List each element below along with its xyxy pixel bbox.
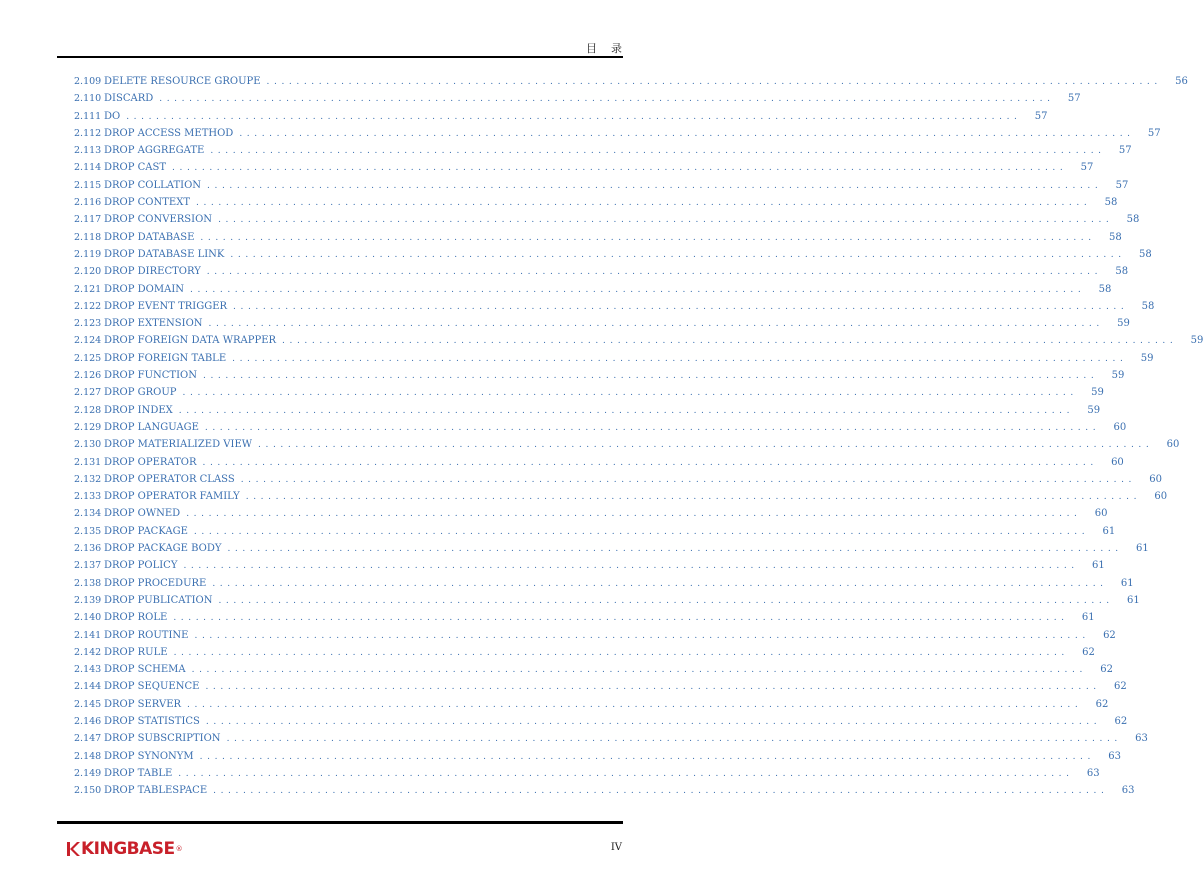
toc-entry-number[interactable]: 2.125 xyxy=(74,352,102,364)
toc-entry-page[interactable]: 57 xyxy=(1034,110,1048,122)
toc-entry-title[interactable]: DROP GROUP xyxy=(104,387,177,399)
toc-entry[interactable] xyxy=(74,387,1104,404)
toc-dot-leader: ........................................................................................................................ xyxy=(210,146,1106,157)
toc-entry-title[interactable]: DROP CONVERSION xyxy=(104,214,213,226)
toc-entry-title[interactable]: DELETE RESOURCE GROUPE xyxy=(104,76,261,87)
toc-entry-number[interactable]: 2.127 xyxy=(74,387,102,399)
toc-entry[interactable] xyxy=(74,508,1108,525)
toc-entry-page[interactable]: 61 xyxy=(1136,543,1149,555)
toc-entry-number[interactable]: 2.122 xyxy=(74,300,102,312)
page-number: IV xyxy=(610,842,622,853)
toc-entry-title[interactable]: DROP MATERIALIZED VIEW xyxy=(104,439,253,451)
toc-entry-page[interactable]: 60 xyxy=(1154,491,1168,503)
toc-dot-leader: ........................................................................................................................ xyxy=(239,128,1135,139)
toc-entry-number[interactable]: 2.140 xyxy=(74,612,102,624)
toc-dot-leader: ........................................................................................................................ xyxy=(196,198,1092,209)
toc-entry-title[interactable]: DROP TABLE xyxy=(104,767,173,779)
toc-entry[interactable] xyxy=(74,93,1081,110)
toc-entry[interactable] xyxy=(74,335,1203,352)
toc-entry-number[interactable]: 2.126 xyxy=(74,370,102,382)
toc-entry-page[interactable]: 59 xyxy=(1087,404,1101,416)
toc-entry-title[interactable]: DROP AGGREGATE xyxy=(104,145,205,157)
toc-entry-number[interactable]: 2.115 xyxy=(74,179,102,191)
toc-entry-page[interactable]: 58 xyxy=(1115,266,1129,278)
toc-entry-title[interactable]: DROP OPERATOR CLASS xyxy=(104,473,235,485)
toc-entry-number[interactable]: 2.138 xyxy=(74,577,102,589)
toc-dot-leader: ........................................................................................................................ xyxy=(190,284,1086,295)
toc-dot-leader: ........................................................................................................................ xyxy=(172,163,1068,174)
toc-entry-title[interactable]: DROP SCHEMA xyxy=(104,664,186,676)
toc-entry[interactable] xyxy=(74,560,1105,577)
toc-entry-page[interactable]: 63 xyxy=(1086,767,1100,779)
toc-entry[interactable] xyxy=(74,370,1125,387)
toc-entry[interactable] xyxy=(74,110,1048,128)
toc-entry-page[interactable]: 62 xyxy=(1103,629,1116,641)
toc-entry-title[interactable]: DROP SYNONYM xyxy=(104,750,194,762)
toc-dot-leader: ........................................................................................................................ xyxy=(182,388,1078,399)
registered-mark: ® xyxy=(175,845,183,853)
toc-entry-page[interactable]: 60 xyxy=(1149,473,1163,485)
toc-entry[interactable] xyxy=(74,629,1116,647)
toc-entry-title[interactable]: DROP EVENT TRIGGER xyxy=(104,300,228,312)
toc-entry-number[interactable]: 2.135 xyxy=(74,525,102,537)
toc-entry-title[interactable]: DROP PACKAGE xyxy=(104,525,188,537)
toc-entry-title[interactable]: DROP ROLE xyxy=(104,612,168,624)
toc-dot-leader: ........................................................................................................................ xyxy=(206,267,1103,278)
toc-entry-number[interactable]: 2.109 xyxy=(74,76,102,87)
toc-dot-leader: ........................................................................................................................ xyxy=(183,561,1079,572)
toc-dot-leader: ........................................................................................................................ xyxy=(282,336,1178,347)
toc-entry-page[interactable]: 57 xyxy=(1115,179,1129,191)
toc-dot-leader: ........................................................................................................................ xyxy=(258,440,1154,451)
toc-entry-number[interactable]: 2.142 xyxy=(74,646,102,658)
toc-entry[interactable] xyxy=(74,681,1127,698)
toc-dot-leader: ........................................................................................................................ xyxy=(126,111,1022,122)
toc-entry-page[interactable]: 59 xyxy=(1140,352,1154,364)
toc-entry-title[interactable]: DROP POLICY xyxy=(104,560,178,572)
toc-entry-number[interactable]: 2.116 xyxy=(74,197,102,209)
toc-entry[interactable] xyxy=(74,525,1116,543)
toc-dot-leader: ........................................................................................................................ xyxy=(178,768,1074,779)
toc-entry[interactable] xyxy=(74,214,1140,231)
toc-entry-number[interactable]: 2.111 xyxy=(74,110,102,122)
toc-entry-page[interactable]: 58 xyxy=(1104,197,1118,209)
toc-entry-number[interactable]: 2.149 xyxy=(74,767,102,779)
toc-entry-number[interactable]: 2.130 xyxy=(74,439,102,451)
toc-entry-page[interactable]: 57 xyxy=(1118,145,1132,157)
toc-entry-page[interactable]: 61 xyxy=(1120,577,1134,589)
toc-entry-number[interactable]: 2.144 xyxy=(74,681,102,693)
toc-entry-page[interactable]: 59 xyxy=(1091,387,1104,399)
toc-entry-number[interactable]: 2.121 xyxy=(74,283,102,295)
toc-entry-title[interactable]: DROP EXTENSION xyxy=(104,318,203,330)
toc-entry[interactable] xyxy=(74,248,1152,266)
toc-entry-title[interactable]: DROP OPERATOR FAMILY xyxy=(104,491,240,503)
toc-entry-page[interactable]: 63 xyxy=(1108,750,1121,762)
toc-entry[interactable] xyxy=(74,612,1095,629)
kingbase-logo-icon xyxy=(67,842,80,856)
toc-entry-page[interactable]: 60 xyxy=(1111,456,1124,468)
toc-entry-title[interactable]: DROP ROUTINE xyxy=(104,629,189,641)
toc-entry-number[interactable]: 2.124 xyxy=(74,335,102,347)
toc-entry-title[interactable]: DROP OWNED xyxy=(104,508,181,520)
toc-entry-page[interactable]: 60 xyxy=(1113,421,1127,433)
toc-entry-page[interactable]: 59 xyxy=(1117,318,1130,330)
toc-entry-page[interactable]: 59 xyxy=(1190,335,1203,347)
toc-entry-number[interactable]: 2.148 xyxy=(74,750,102,762)
toc-entry-title[interactable]: DROP PUBLICATION xyxy=(104,594,213,606)
toc-entry-number[interactable]: 2.150 xyxy=(74,785,102,797)
toc-dot-leader: ........................................................................................................................ xyxy=(194,630,1090,641)
toc-dot-leader: ........................................................................................................................ xyxy=(205,716,1102,727)
toc-dot-leader: ........................................................................................................................ xyxy=(245,492,1142,503)
toc-entry[interactable] xyxy=(74,473,1163,491)
toc-dot-leader: ........................................................................................................................ xyxy=(218,595,1114,606)
toc-entry-number[interactable]: 2.146 xyxy=(74,715,102,727)
toc-entry-page[interactable]: 57 xyxy=(1067,93,1081,105)
toc-entry-page[interactable]: 58 xyxy=(1141,300,1155,312)
toc-entry[interactable] xyxy=(74,543,1149,560)
toc-entry[interactable] xyxy=(74,162,1094,179)
toc-entry[interactable] xyxy=(74,300,1155,318)
toc-entry[interactable] xyxy=(74,577,1134,595)
toc-dot-leader: ........................................................................................................................ xyxy=(199,751,1095,762)
toc-entry-page[interactable]: 62 xyxy=(1100,664,1113,676)
toc-entry-title[interactable]: DROP SEQUENCE xyxy=(104,681,200,693)
toc-entry[interactable] xyxy=(74,646,1095,664)
toc-entry-number[interactable]: 2.120 xyxy=(74,266,102,278)
toc-entry-number[interactable]: 2.129 xyxy=(74,421,102,433)
toc-dot-leader: ........................................................................................................................ xyxy=(207,180,1103,191)
toc-dot-leader: ........................................................................................................................ xyxy=(230,249,1126,260)
toc-entry-page[interactable]: 58 xyxy=(1126,214,1140,226)
toc-entry[interactable] xyxy=(74,594,1140,612)
toc-entry-title[interactable]: DISCARD xyxy=(104,93,154,105)
toc-entry[interactable] xyxy=(74,456,1124,474)
toc-entry-page[interactable]: 59 xyxy=(1111,370,1125,382)
toc-entry-title[interactable]: DROP DATABASE LINK xyxy=(104,248,225,260)
toc-dot-leader: ........................................................................................................................ xyxy=(187,699,1083,710)
toc-entry-title[interactable]: DROP INDEX xyxy=(104,404,173,416)
toc-entry[interactable] xyxy=(74,439,1180,456)
toc-entry[interactable] xyxy=(74,664,1113,681)
toc-dot-leader: ........................................................................................................................ xyxy=(218,215,1114,226)
toc-entry[interactable] xyxy=(74,404,1101,422)
toc-dot-leader: ........................................................................................................................ xyxy=(193,526,1090,537)
toc-dot-leader: ........................................................................................................................ xyxy=(173,647,1069,658)
toc-entry-number[interactable]: 2.139 xyxy=(74,594,102,606)
toc-dot-leader: ........................................................................................................................ xyxy=(266,77,1162,87)
toc-entry[interactable] xyxy=(74,127,1161,145)
toc-entry-number[interactable]: 2.128 xyxy=(74,404,102,416)
toc-entry-number[interactable]: 2.131 xyxy=(74,456,102,468)
toc-entry[interactable] xyxy=(74,318,1130,335)
toc-entry-title[interactable]: DROP CONTEXT xyxy=(104,197,191,209)
toc-dot-leader: ........................................................................................................................ xyxy=(203,371,1099,382)
toc-entry[interactable] xyxy=(74,231,1122,249)
toc-entry[interactable] xyxy=(74,698,1109,716)
toc-entry[interactable] xyxy=(74,145,1132,162)
toc-entry-page[interactable]: 58 xyxy=(1138,248,1152,260)
toc-entry[interactable] xyxy=(74,750,1121,768)
toc-dot-leader: ........................................................................................................................ xyxy=(200,232,1096,243)
toc-entry-title[interactable]: DROP RULE xyxy=(104,646,168,658)
toc-entry-title[interactable]: DROP FOREIGN DATA WRAPPER xyxy=(104,335,277,347)
toc-entry-title[interactable]: DO xyxy=(104,110,121,122)
toc-entry[interactable] xyxy=(74,733,1148,750)
toc-entry-page[interactable]: 57 xyxy=(1080,162,1094,174)
toc-entry-page[interactable]: 58 xyxy=(1109,231,1122,243)
toc-dot-leader: ........................................................................................................................ xyxy=(227,544,1123,555)
toc-entry-number[interactable]: 2.110 xyxy=(74,93,102,105)
toc-entry-number[interactable]: 2.136 xyxy=(74,543,102,555)
toc-entry-page[interactable]: 56 xyxy=(1175,76,1188,87)
toc-entry-page[interactable]: 58 xyxy=(1098,283,1112,295)
footer-rule xyxy=(57,821,623,824)
toc-entry-number[interactable]: 2.113 xyxy=(74,145,102,157)
toc-entry-title[interactable]: DROP DIRECTORY xyxy=(104,266,201,278)
toc-entry-page[interactable]: 61 xyxy=(1102,525,1116,537)
toc-dot-leader: ........................................................................................................................ xyxy=(205,682,1101,693)
toc-entry-number[interactable]: 2.117 xyxy=(74,214,102,226)
toc-entry-page[interactable]: 62 xyxy=(1082,646,1095,658)
toc-dot-leader: ........................................................................................................................ xyxy=(233,301,1129,312)
toc-entry-title[interactable]: DROP LANGUAGE xyxy=(104,421,199,433)
toc-entry[interactable] xyxy=(74,421,1127,439)
toc-dot-leader: ........................................................................................................................ xyxy=(202,457,1098,468)
toc-entry-page[interactable]: 61 xyxy=(1081,612,1095,624)
toc-entry-title[interactable]: DROP PROCEDURE xyxy=(104,577,207,589)
toc-dot-leader: ........................................................................................................................ xyxy=(240,474,1137,485)
logo-text: KINGBASE xyxy=(81,839,175,859)
toc-entry-page[interactable]: 61 xyxy=(1127,594,1140,606)
toc-entry-number[interactable]: 2.119 xyxy=(74,248,102,260)
toc-entry-number[interactable]: 2.112 xyxy=(74,127,102,139)
toc-dot-leader: ........................................................................................................................ xyxy=(173,613,1069,624)
toc-entry-number[interactable]: 2.145 xyxy=(74,698,102,710)
toc-entry-number[interactable]: 2.137 xyxy=(74,560,102,572)
toc-entry-page[interactable]: 63 xyxy=(1121,785,1135,797)
toc-entry-title[interactable]: DROP COLLATION xyxy=(104,179,202,191)
toc-entry-title[interactable]: DROP ACCESS METHOD xyxy=(104,127,234,139)
toc-entry[interactable] xyxy=(74,283,1112,301)
toc-entry-number[interactable]: 2.132 xyxy=(74,473,102,485)
toc-entry-page[interactable]: 60 xyxy=(1094,508,1108,520)
toc-entry-number[interactable]: 2.134 xyxy=(74,508,102,520)
toc-entry-number[interactable]: 2.147 xyxy=(74,733,102,745)
toc-entry-number[interactable]: 2.141 xyxy=(74,629,102,641)
toc-entry-title[interactable]: DROP FUNCTION xyxy=(104,370,197,382)
toc-entry-number[interactable]: 2.114 xyxy=(74,162,102,174)
toc-entry-page[interactable]: 63 xyxy=(1135,733,1148,745)
toc-entry[interactable] xyxy=(74,491,1168,508)
toc-dot-leader: ........................................................................................................................ xyxy=(213,786,1109,797)
toc-dot-leader: ........................................................................................................................ xyxy=(159,94,1055,105)
toc-entry[interactable] xyxy=(74,785,1135,802)
toc-entry-page[interactable]: 62 xyxy=(1095,698,1109,710)
toc-entry-number[interactable]: 2.133 xyxy=(74,491,102,503)
toc-entry-number[interactable]: 2.118 xyxy=(74,231,102,243)
toc-dot-leader: ........................................................................................................................ xyxy=(232,353,1128,364)
toc-entry-number[interactable]: 2.123 xyxy=(74,318,102,330)
toc-entry[interactable] xyxy=(74,266,1129,283)
toc-entry-page[interactable]: 60 xyxy=(1166,439,1180,451)
toc-entry-title[interactable]: DROP TABLESPACE xyxy=(104,785,208,797)
toc-entry-title[interactable]: DROP OPERATOR xyxy=(104,456,197,468)
toc-entry-title[interactable]: DROP FOREIGN TABLE xyxy=(104,352,227,364)
toc-entry-title[interactable]: DROP DOMAIN xyxy=(104,283,185,295)
toc-dot-leader: ........................................................................................................................ xyxy=(226,734,1122,745)
toc-dot-leader: ........................................................................................................................ xyxy=(191,665,1087,676)
toc-entry-title[interactable]: DROP STATISTICS xyxy=(104,715,200,727)
header-rule xyxy=(57,56,623,58)
toc-entry[interactable] xyxy=(74,767,1100,785)
toc-dot-leader: ........................................................................................................................ xyxy=(178,405,1075,416)
toc-entry-page[interactable]: 57 xyxy=(1147,127,1161,139)
toc-entry-number[interactable]: 2.143 xyxy=(74,664,102,676)
toc-dot-leader: ........................................................................................................................ xyxy=(186,509,1082,520)
toc-dot-leader: ........................................................................................................................ xyxy=(208,319,1104,330)
toc-entry[interactable] xyxy=(74,715,1128,733)
toc-entry[interactable] xyxy=(74,197,1118,214)
toc-dot-leader: ........................................................................................................................ xyxy=(212,578,1108,589)
kingbase-logo xyxy=(67,839,182,859)
toc-entry-page[interactable]: 62 xyxy=(1114,715,1128,727)
toc-entry-page[interactable]: 61 xyxy=(1092,560,1105,572)
toc-entry[interactable] xyxy=(74,76,1188,93)
toc-entry-title[interactable]: DROP PACKAGE BODY xyxy=(104,543,222,555)
toc-entry-title[interactable]: DROP CAST xyxy=(104,162,167,174)
header-title: 目录 xyxy=(586,42,636,55)
toc-entry[interactable] xyxy=(74,352,1154,370)
table-of-contents xyxy=(74,76,1203,802)
toc-entry[interactable] xyxy=(74,179,1129,197)
toc-entry-title[interactable]: DROP SERVER xyxy=(104,698,182,710)
toc-dot-leader: ........................................................................................................................ xyxy=(204,422,1101,433)
toc-entry-title[interactable]: DROP DATABASE xyxy=(104,231,195,243)
toc-entry-page[interactable]: 62 xyxy=(1114,681,1127,693)
toc-entry-title[interactable]: DROP SUBSCRIPTION xyxy=(104,733,221,745)
